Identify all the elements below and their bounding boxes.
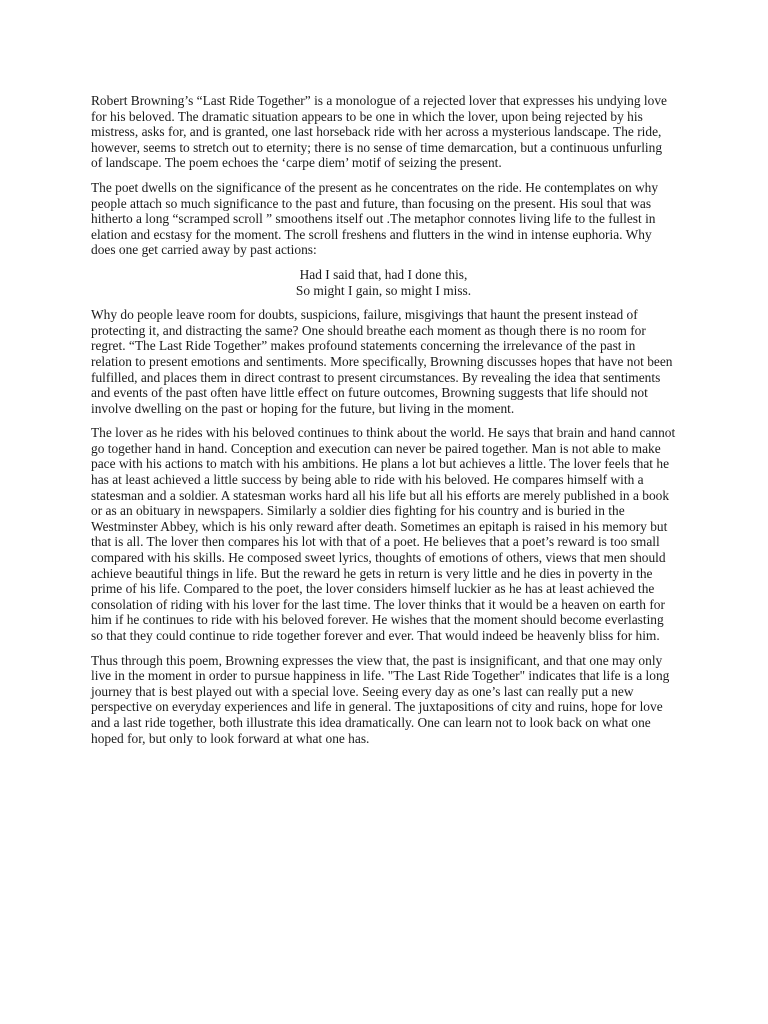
paragraph-doubts: Why do people leave room for doubts, suspicions, failure, misgivings that haunt the present instead of protecting it, and distracting the same? One should breathe each moment as though there is no room for regret. “The Last Ride Together” makes profound statements concerning the irrelevance of the past in relation to present emotions and sentiments. More specifically, Browning discusses hopes that have not been fulfilled, and places them in direct contrast to present circumstances. By revealing the idea that sentiments and events of the past often have little effect on future outcomes, Browning suggests that life should not involve dwelling on the past or hoping for the future, but living in the moment. [91, 307, 673, 416]
verse-line-2: So might I gain, so might I miss. [295, 282, 472, 298]
paragraph-conclusion: Thus through this poem, Browning expresses the view that, the past is insignificant, and that one may only live in the moment in order to pursue happiness in life. "The Last Ride Together" indicates that life is a long journey that is best played out with a special love. Seeing every day as one’s last can really put a new perspective on everyday experiences and life in general. The juxtapositions of city and ruins, hope for love and a last ride together, both illustrate this idea dramatically. One can learn not to look back on what one hoped for, but only to look forward at what one has. [91, 652, 670, 746]
verse-quote [91, 267, 676, 298]
paragraph-lover: The lover as he rides with his beloved continues to think about the world. He says that brain and hand cannot go together hand in hand. Conception and execution can never be paired together. Man is not able to make pace with his actions to match with his ambitions. He plans a lot but achieves a little. The lover feels that he has at least achieved a little success by being able to ride with his beloved. He compares himself with a statesman and a soldier. A statesman works hard all his life but all his efforts are merely published in a book or as an obituary in newspapers. Similarly a soldier dies fighting for his country and is buried in the Westminster Abbey, which is his only reward after death. Sometimes an epitaph is raised in his memory but that is all. The lover then compares his lot with that of a poet. He believes that a poet’s reward is too small compared with his skills. He composed sweet lyrics, thoughts of emotions of others, views that men should achieve beautiful things in life. But the reward he gets in return is very little and he dies in poverty in the prime of his life. Compared to the poet, the lover considers himself luckier as he has at least achieved the consolation of riding with his lover for the last time. The lover thinks that it would be a heaven on earth for him if he continues to ride with his beloved forever. He wishes that the moment should become everlasting so that they could continue to ride together forever and ever. That would indeed be heavenly bliss for him. [91, 425, 676, 643]
verse-line-1: Had I said that, had I done this, [299, 266, 468, 282]
paragraph-intro: Robert Browning’s “Last Ride Together” is a monologue of a rejected lover that expresses his undying love for his beloved. The dramatic situation appears to be one in which the lover, upon being rejected by his mistress, asks for, and is granted, one last horseback ride with her across a mysterious landscape. The ride, however, seems to stretch out to eternity; there is no sense of time demarcation, but a continuous unfurling of landscape. The poem echoes the ‘carpe diem’ motif of seizing the present. [91, 93, 667, 171]
paragraph-present: The poet dwells on the significance of the present as he concentrates on the ride. He contemplates on why people attach so much significance to the past and future, than focusing on the present. His soul that was hitherto a long “scramped scroll ” smoothens itself out .The metaphor connotes living life to the fullest in elation and ecstasy for the moment. The scroll freshens and flutters in the wind in intense euphoria. Why does one get carried away by past actions: [91, 179, 659, 258]
